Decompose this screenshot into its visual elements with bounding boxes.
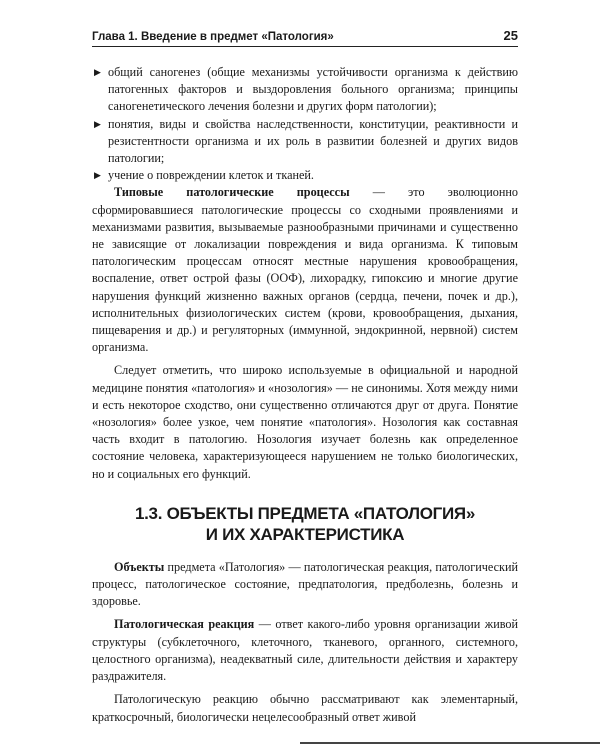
paragraph-pathological-reaction: Патологическая реакция — ответ какого-либо уровня организации живой структуры (субклеточного, клеточного, тканевого, органного, системного, целостного организма), неадекватный силе, длительности действия и характеру раздражителя. [92,617,519,684]
page-number: 25 [503,28,518,43]
section-heading [92,503,518,545]
bullet-list [92,64,518,184]
section-heading-line-2: И ИХ ХАРАКТЕРИСТИКА [205,524,405,544]
paragraph-reaction-continued: Патологическую реакцию обычно рассматривают как элементарный, краткосрочный, биологически нецелесообразный ответ живой [92,692,518,724]
list-item: ▶ общий саногенез (общие механизмы устойчивости организма к действию патогенных факторов и выздоровления больного организма; принципы саногенетического лечения болезни и других форм патологии); [94,65,518,114]
chapter-title: Глава 1. Введение в предмет «Патология» [92,31,334,43]
paragraph-objects: Объекты предмета «Патология» — патологическая реакция, патологический процесс, патологическое состояние, предпатология, предболезнь, болезнь и здоровье. [92,559,518,609]
bottom-edge-line [300,742,600,744]
paragraph-pathology-nosology: Следует отметить, что широко используемые в официальной и народной медицине понятия «патология» и «нозология» — не синонимы. Хотя между ними и есть некоторое сходство, они существенно отличаются друг от друга. Понятие «нозология» более узкое, чем понятие «патология». Нозология как составная часть входит в патологию. Нозология изучает болезнь как определенное состояние человека, характеризующееся нарушением не только биологических, но и социальных его функций. [92,363,518,481]
page-body [92,64,518,726]
list-item: ▶ учение о повреждении клеток и тканей. [92,167,518,184]
list-item: ▶ понятия, виды и свойства наследственности, конституции, реактивности и резистентности организма и их роль в развитии болезней и других видов патологии; [94,116,518,166]
term: Объекты [114,559,165,574]
section-heading-line-1: 1.3. ОБЪЕКТЫ ПРЕДМЕТА «ПАТОЛОГИЯ» [134,503,475,523]
term: Типовые патологические процессы [114,185,350,200]
running-header [92,28,518,47]
triangle-bullet-icon: ▶ [94,170,101,181]
triangle-bullet-icon: ▶ [94,67,101,77]
term: Патологическая реакция [114,617,255,632]
paragraph-typical-processes: Типовые патологические процессы — это эволюционно сформировавшиеся патологические процессы со сходными проявлениями и механизмами развития, вызываемые разнообразными причинами и существенно не зависящие от локализации повреждения и вида организма. К типовым патологическим процессам относят местные нарушения кровообращения, воспаление, ответ острой фазы (ООФ), лихорадку, гипоксию и многие другие нарушения функций жизненно важных органов (сердца, печени, почек и др.), исполнительных физиологических систем (крови, кровообращения, дыхания, пищеварения и др.) и регуляторных (иммунной, эндокринной, нервной) систем организма. [92,185,518,355]
triangle-bullet-icon: ▶ [94,118,101,129]
